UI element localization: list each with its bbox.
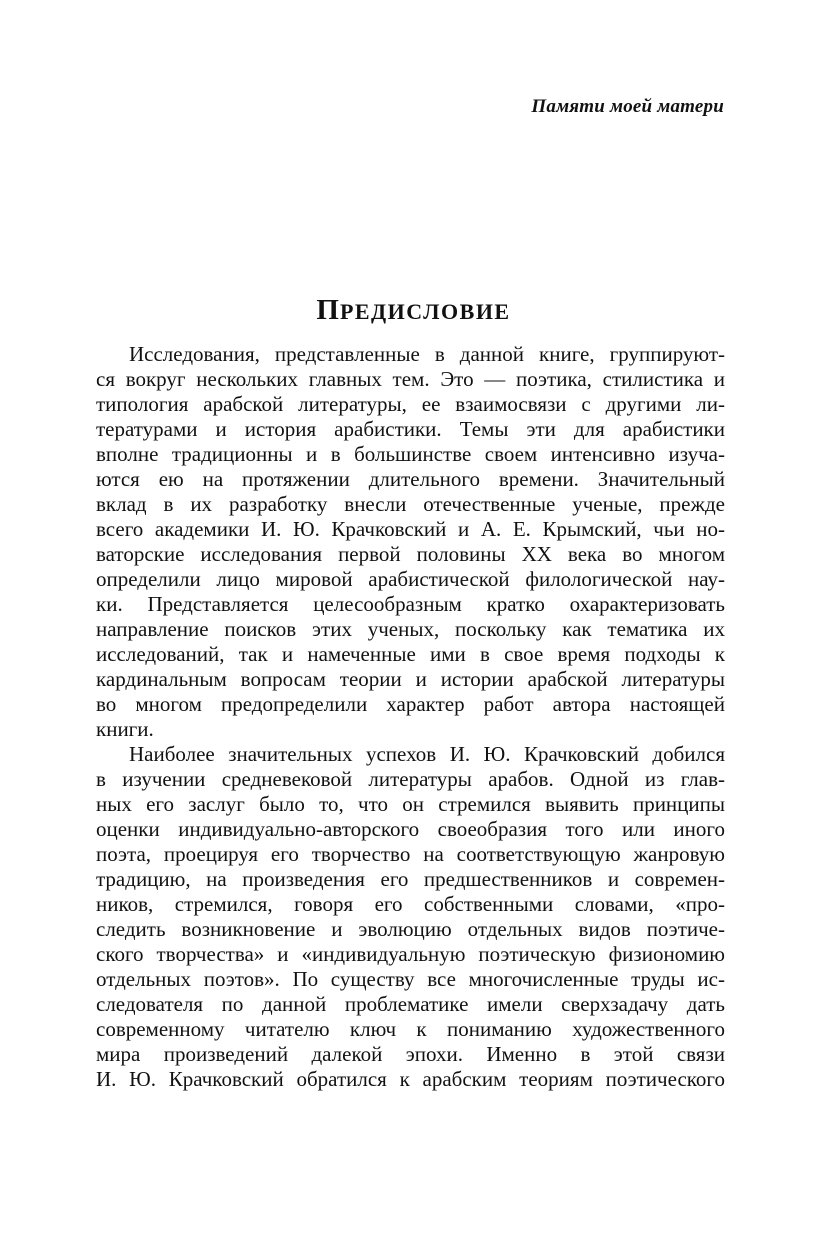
text-line: тературами и история арабистики. Темы эти для арабистики <box>96 417 725 441</box>
text-line: отдельных поэтов». По существу все многочисленные труды ис- <box>96 967 725 991</box>
text-line: ки. Представляется целесообразным кратко охарактеризовать <box>96 592 725 616</box>
chapter-heading <box>0 294 827 327</box>
text-line: следователя по данной проблематике имели сверхзадачу дать <box>96 992 725 1016</box>
text-line: мира произведений далекой эпохи. Именно в этой связи <box>96 1042 725 1066</box>
body-text <box>96 342 725 1092</box>
text-line: поэта, проецируя его творчество на соответствующую жанровую <box>96 842 725 866</box>
text-line: направление поисков этих ученых, поскольку как тематика их <box>96 617 725 641</box>
text-line: ся вокруг нескольких главных тем. Это — поэтика, стилистика и <box>96 367 725 391</box>
text-line: во многом предопределили характер работ автора настоящей <box>96 692 725 716</box>
heading-initial: П <box>316 294 340 326</box>
text-line: ются ею на протяжении длительного времени. Значительный <box>96 467 725 491</box>
text-line: кардинальным вопросам теории и истории арабской литературы <box>96 667 725 691</box>
text-line: исследований, так и намеченные ими в свое время подходы к <box>96 642 725 666</box>
dedication: Памяти моей матери <box>531 96 724 117</box>
text-line: в изучении средневековой литературы арабов. Одной из глав- <box>96 767 725 791</box>
text-line: ников, стремился, говоря его собственными словами, «про- <box>96 892 725 916</box>
text-line: ваторские исследования первой половины XX века во многом <box>96 542 725 566</box>
text-line: оценки индивидуально-авторского своеобразия того или иного <box>96 817 725 841</box>
text-line: традицию, на произведения его предшественников и современ- <box>96 867 725 891</box>
text-line: определили лицо мировой арабистической филологической нау- <box>96 567 725 591</box>
text-line: типология арабской литературы, ее взаимосвязи с другими ли- <box>96 392 725 416</box>
text-line: ского творчества» и «индивидуальную поэтическую физиономию <box>96 942 725 966</box>
text-line: Исследования, представленные в данной книге, группируют- <box>129 342 725 366</box>
text-line: И. Ю. Крачковский обратился к арабским теориям поэтического <box>96 1067 725 1091</box>
text-line: ных его заслуг было то, что он стремился выявить принципы <box>96 792 725 816</box>
text-line: Наиболее значительных успехов И. Ю. Крачковский добился <box>129 742 725 766</box>
text-line: вполне традиционны и в большинстве своем интенсивно изуча- <box>96 442 725 466</box>
text-line: книги. <box>96 717 154 741</box>
text-line: современному читателю ключ к пониманию художественного <box>96 1017 725 1041</box>
heading-rest: РЕДИСЛОВИЕ <box>339 299 511 324</box>
text-line: всего академики И. Ю. Крачковский и А. Е. Крымский, чьи но- <box>96 517 725 541</box>
text-line: вклад в их разработку внесли отечественные ученые, прежде <box>96 492 725 516</box>
text-line: следить возникновение и эволюцию отдельных видов поэтиче- <box>96 917 725 941</box>
